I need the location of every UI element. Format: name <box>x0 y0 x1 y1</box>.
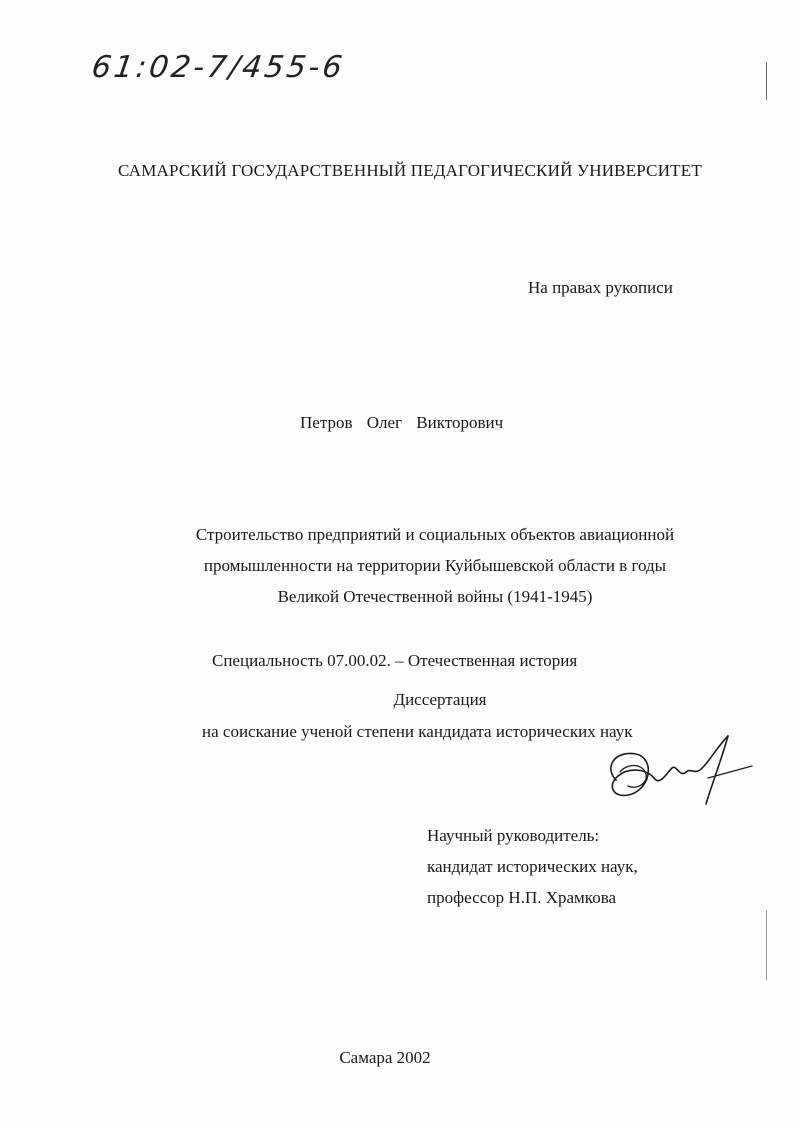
signature-icon <box>596 728 756 818</box>
advisor-label: Научный руководитель: <box>427 826 600 845</box>
scan-edge-mark-top <box>766 62 767 100</box>
specialty: Специальность 07.00.02. – Отечественная история <box>212 651 578 670</box>
manuscript-note: На правах рукописи <box>528 278 673 297</box>
title-line: промышленности на территории Куйбышевской области в годы <box>203 556 667 575</box>
title-line: Великой Отечественной войны (1941-1945) <box>277 587 593 606</box>
advisor-name: профессор Н.П. Храмкова <box>427 888 617 907</box>
scan-edge-mark-bottom <box>766 910 767 980</box>
city-year: Самара 2002 <box>339 1048 431 1067</box>
scientific-advisor <box>427 820 638 913</box>
university-name: САМАРСКИЙ ГОСУДАРСТВЕННЫЙ ПЕДАГОГИЧЕСКИЙ УНИВЕРСИТЕТ <box>118 161 702 180</box>
title-line: Строительство предприятий и социальных объектов авиационной <box>195 525 675 544</box>
archive-number: 61:02-7/455-6 <box>89 50 348 85</box>
dissertation-title <box>150 519 720 612</box>
dissertation-degree: на соискание ученой степени кандидата исторических наук <box>202 722 633 741</box>
advisor-degree: кандидат исторических наук, <box>427 857 638 876</box>
dissertation-label: Диссертация <box>393 690 487 709</box>
author-name: Петров Олег Викторович <box>300 413 504 432</box>
